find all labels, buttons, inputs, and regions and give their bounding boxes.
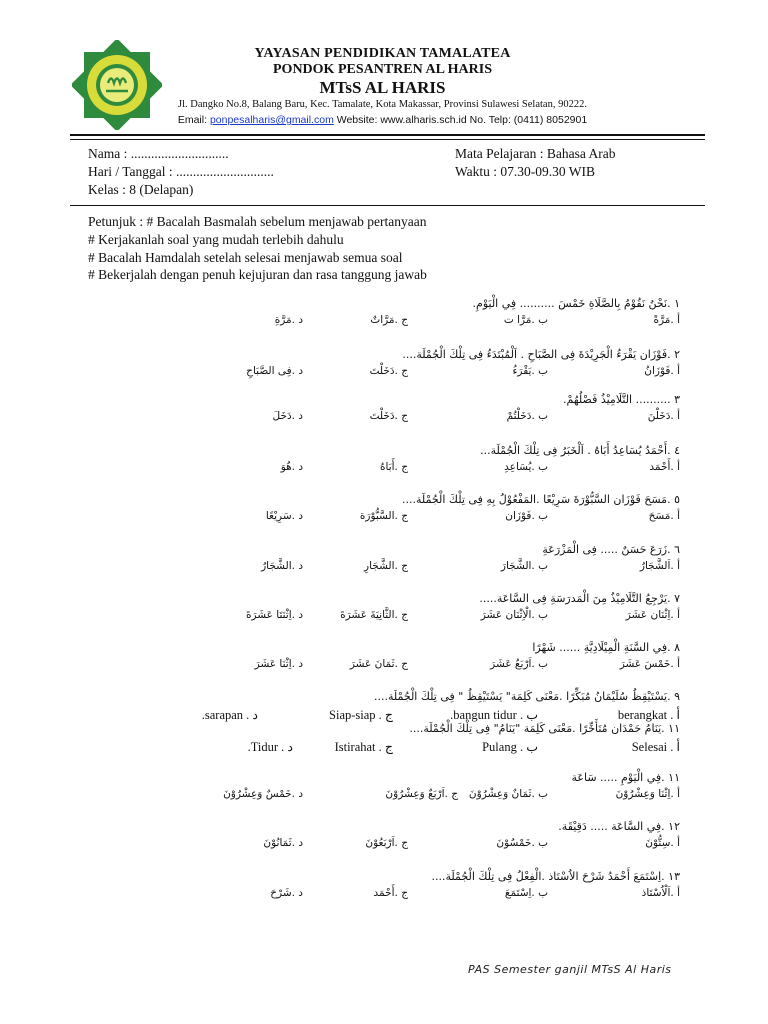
option-b: ب .اِسْتَمَعَ xyxy=(504,887,548,899)
instruction-line: # Kerjakanlah soal yang mudah terlebih dahulu xyxy=(88,232,344,247)
identity-divider xyxy=(70,205,705,206)
option-d: د .ثَمَانُوْنَ xyxy=(263,837,303,849)
option-c: ج .الشَّجَارِ xyxy=(364,560,408,572)
option-b: ب . Pulang xyxy=(482,740,538,754)
header-divider xyxy=(70,134,705,136)
option-d: د .اِثْنَتَا عَشَرَةَ xyxy=(246,609,303,621)
option-d: د .خَمْسٌ وَعِشْرُوْنَ xyxy=(223,788,303,800)
option-b: ب .ثَمَانٌ وَعِشْرُوْنَ xyxy=(468,788,548,800)
option-b: ب .فَوْزَان xyxy=(505,510,548,522)
contact-line xyxy=(150,114,615,126)
mata-pelajaran-field: Mata Pelajaran : Bahasa Arab xyxy=(455,146,616,161)
question-text: ١ .نَحْنُ نَقُوْمُ بِالصَّلَاةِ خَمْسَ .......... فِي الْيَوْمِ. xyxy=(472,297,680,310)
option-c: ج . Siap-siap xyxy=(329,708,393,722)
question-text: ٢ .فَوْزَان يَقْرَءُ الْجَرِيْدَةَ فِى الصَّبَاحِ . اَلْمُبْتَدَءُ فِى تِلْكَ الْجُمْلَة.... xyxy=(402,348,680,361)
website-label: Website: xyxy=(336,114,378,126)
option-c: ج .دَخَلْتَ xyxy=(369,410,408,422)
school-name: MTsS AL HARIS xyxy=(319,78,446,97)
option-b: ب . bangun tidur. xyxy=(450,708,538,722)
option-c: ج .اَرْبَعٌ وَعِشْرُوْنَ xyxy=(385,788,458,800)
phone-number: No. Telp: (0411) 8052901 xyxy=(469,114,588,126)
option-c: ج .السَّبُّوْرَة xyxy=(359,510,408,522)
option-c: ج .أَبَاهُ xyxy=(380,461,408,473)
option-b: ب .اَرْبَعُ عَشَرَ xyxy=(490,658,548,670)
option-c: ج .ثَمَانَ عَشَرَ xyxy=(349,658,408,670)
option-a: أ .فَوْزَانُ xyxy=(644,365,680,377)
option-a: أ .اِثْنَا وَعِشْرُوْنَ xyxy=(615,788,680,800)
instruction-line: Petunjuk : # Bacalah Basmalah sebelum menjawab pertanyaan xyxy=(88,214,427,229)
option-a: أ .اَلشَّجَارُ xyxy=(639,560,680,572)
option-d: د . Tidur. xyxy=(247,740,293,754)
option-a: أ . Selesai xyxy=(631,740,680,754)
option-d: د .شَرْحَ xyxy=(270,887,303,899)
foundation-name: YAYASAN PENDIDIKAN TAMALATEA xyxy=(254,46,511,61)
question-text: ١١ .فِي الْيَوْمِ ..... سَاعَة xyxy=(571,771,680,784)
option-b: ب .يُسَاعِدِ xyxy=(504,461,548,473)
option-a: أ .مَسَحَ xyxy=(648,510,680,522)
question-text: ٩ .يَسْتَيْقِظُ سُلَيْمَانُ مُبَكِّرًا .مَعْنَى كَلِمَة" يَسْتَيْقِظُ " فِى تِلْكَ الْجُمْلَة.... xyxy=(373,690,680,703)
option-a: أ .دَخَلْنَ xyxy=(647,410,680,422)
boarding-school-name: PONDOK PESANTREN AL HARIS xyxy=(273,62,492,77)
kelas-field: Kelas : 8 (Delapan) xyxy=(88,182,194,197)
school-address: Jl. Dangko No.8, Balang Baru, Kec. Tamalate, Kota Makassar, Provinsi Sulawesi Selatan, 90222. xyxy=(178,99,587,110)
option-d: د .دَخَلَ xyxy=(272,410,303,422)
question-text: ٨ .فِي السَّنَةِ الْمِيْلَادِيَّةِ ...... شَهْرًا xyxy=(532,641,680,654)
option-a: أ .سِتُّوْنَ xyxy=(645,837,680,849)
option-b: ب .دَخَلْتُمْ xyxy=(506,410,548,422)
email-link[interactable]: ponpesalharis@gmail.com xyxy=(209,114,334,126)
nama-field: Nama : ............................. xyxy=(88,146,229,161)
page-footer: PAS Semester ganjil MTsS Al Haris xyxy=(468,963,672,976)
question-text: ٤ .أَحْمَدُ يُسَاعِدُ أَبَاهُ . اَلْخَبَرُ فِى تِلْكَ الْجُمْلَة... xyxy=(480,444,680,457)
question-text: ٧ .يَرْجِعُ التَّلَامِيْذُ مِنَ الْمَدرَسَةِ فِى السَّاعَة..... xyxy=(479,592,680,605)
school-logo xyxy=(72,40,162,130)
option-c: ج .الثَّانِيَةَ عَشَرَةَ xyxy=(340,609,408,621)
option-b: ب .الشَّجَارَ xyxy=(500,560,548,572)
option-c: ج .مَرَّاتٌ xyxy=(370,314,408,326)
option-c: ج .أَحْمَد xyxy=(373,887,408,899)
option-d: د . sarapan. xyxy=(201,708,258,722)
email-label: Email: xyxy=(177,114,208,126)
question-text: ١٣ .اِسْتَمَعَ أَحْمَدُ شَرْحَ الاُسْتَاذ .الْفِعْلُ فِى تِلْكَ الْجُمْلَة.... xyxy=(431,870,680,883)
hari-tanggal-field: Hari / Tanggal : ............................. xyxy=(88,164,274,179)
option-d: د .فِى الصَّبَاحِ xyxy=(246,365,303,377)
question-text: ٦ .زَرَعَ حَسَنٌ ..... فِى الْمَزْرَعَةِ xyxy=(542,543,680,556)
option-d: د .الشَّجَارُ xyxy=(261,560,303,572)
question-text: ١١ .يَنَامُ حَمْدَان مُتَأَخِّرًا .مَعْنَى كَلِمَة "يَنَامُ" فِى تِلْكَ الْجُمْلَة.... xyxy=(409,722,680,735)
option-c: ج . Istirahat xyxy=(334,740,393,754)
option-b: ب .خَمْسُوْنَ xyxy=(496,837,548,849)
option-a: أ .اَلْاُسْتَاذ xyxy=(641,887,680,899)
option-c: ج .دَخَلْتَ xyxy=(369,365,408,377)
option-b: ب .يَقْرَءُ xyxy=(512,365,548,377)
website-value: www.alharis.sch.id xyxy=(380,114,467,126)
option-c: ج .اَرْبَعُوْنَ xyxy=(365,837,408,849)
question-text: ١٢ .فِي السَّاعَة ..... دَقِيْقَة. xyxy=(558,820,680,833)
question-text: ٥ .مَسَحَ فَوْزَان السَّبُّوْرَةَ سَرِيْعًا .المَفْعُوْلُ بِهِ فِى تِلْكَ الْجُمْلَة.... xyxy=(402,493,680,506)
option-a: أ .اِثْنَان عَشَرَ xyxy=(625,609,680,621)
option-b: ب .الْاِثْنَان عَشَرَ xyxy=(480,609,548,621)
instruction-line: # Bekerjalah dengan penuh kejujuran dan rasa tanggung jawab xyxy=(88,267,427,282)
option-a: أ .أَحْمَد xyxy=(649,461,680,473)
option-d: د .مَرَّةِ xyxy=(274,314,303,326)
option-b: ب .مَرَّا ت xyxy=(503,314,548,326)
option-a: أ . berangkat xyxy=(617,708,680,722)
waktu-field: Waktu : 07.30-09.30 WIB xyxy=(455,164,596,179)
instruction-line: # Bacalah Hamdalah setelah selesai menjawab semua soal xyxy=(88,250,403,265)
option-d: د .سَرِيْعًا xyxy=(265,510,303,522)
question-text: ٣ .......... التَّلَامِيْذُ فَصْلُهُمْ. xyxy=(563,393,680,406)
option-a: أ .مَرَّةً xyxy=(653,314,680,326)
option-d: د .اِثْنَا عَشَرَ xyxy=(254,658,303,670)
header-divider-thin xyxy=(70,139,705,140)
option-d: د .هُوَ xyxy=(280,461,303,473)
option-a: أ .خَمْسَ عَشَرَ xyxy=(619,658,680,670)
